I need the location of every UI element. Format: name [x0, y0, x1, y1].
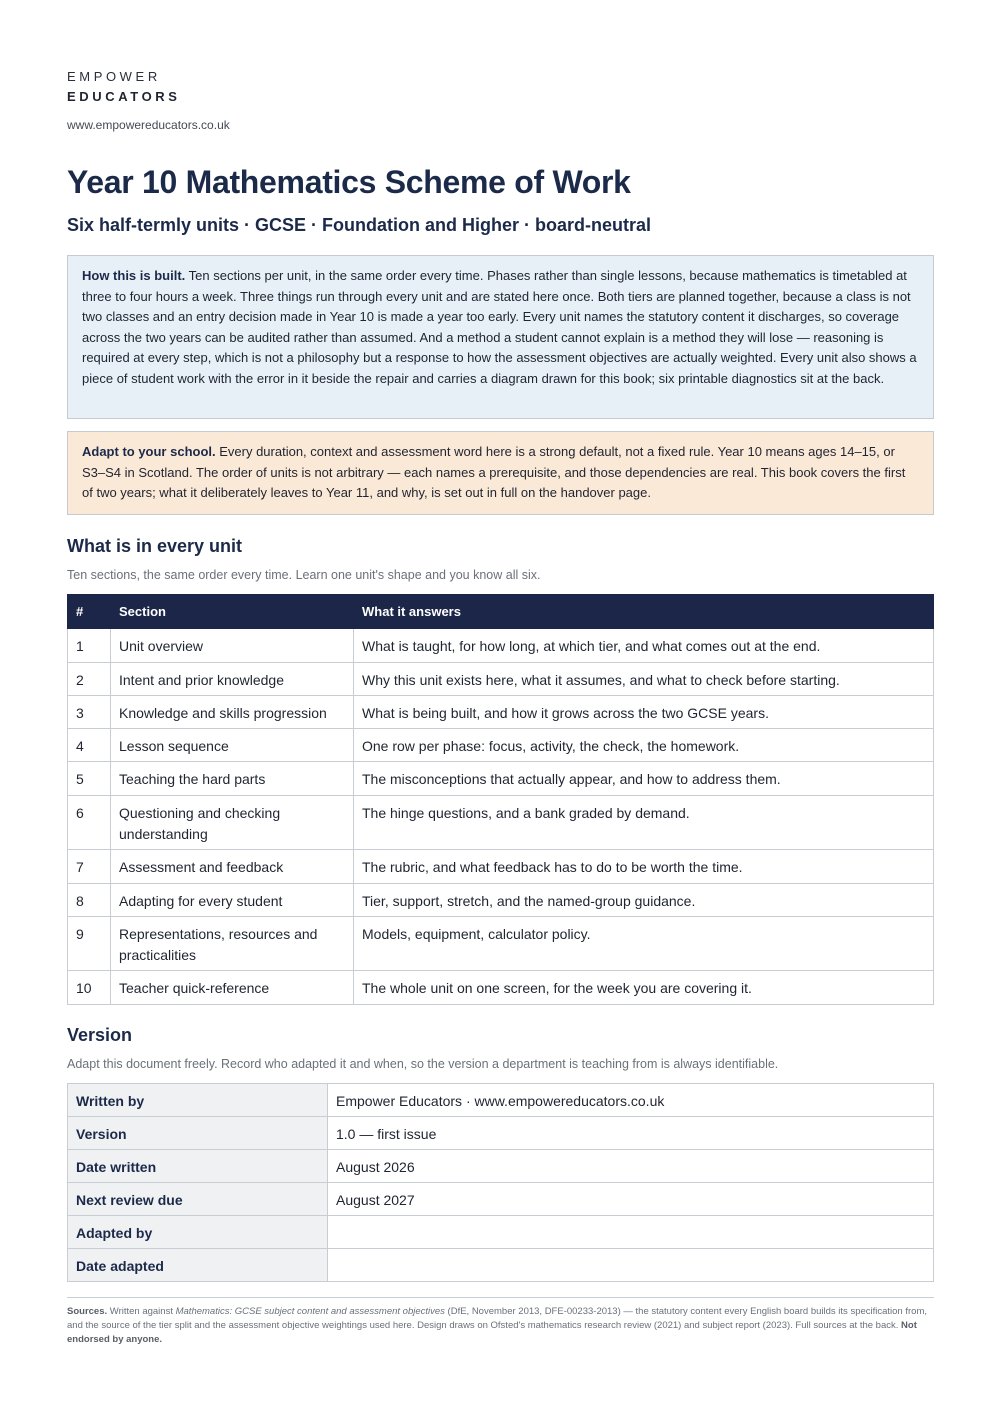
row-number: 8 [68, 884, 111, 917]
version-field-value: August 2026 [328, 1150, 934, 1183]
units-heading: What is in every unit [67, 536, 243, 556]
table-row [68, 762, 934, 796]
table-row [68, 917, 934, 971]
table-row [68, 884, 934, 917]
row-section: Intent and prior knowledge [111, 663, 354, 696]
adapt-callout [67, 431, 934, 515]
row-answer: The rubric, and what feedback has to do to be worth the time. [354, 850, 934, 884]
table-row [68, 971, 934, 1005]
sources-text-1: Written against [107, 1306, 176, 1317]
table-row [68, 629, 934, 663]
sources-footnote [67, 1305, 934, 1347]
table-row [68, 696, 934, 729]
version-field-value: 1.0 — first issue [328, 1117, 934, 1150]
footer-divider [67, 1297, 934, 1298]
table-row [68, 1117, 934, 1150]
row-answer: The misconceptions that actually appear, and how to address them. [354, 762, 934, 796]
how-built-callout [67, 255, 934, 419]
row-number: 2 [68, 663, 111, 696]
row-section: Representations, resources and practicalities [111, 917, 354, 971]
version-field-label: Next review due [68, 1183, 328, 1216]
row-section: Assessment and feedback [111, 850, 354, 884]
version-field-label: Adapted by [68, 1216, 328, 1249]
row-number: 5 [68, 762, 111, 796]
row-number: 3 [68, 696, 111, 729]
table-row [68, 1249, 934, 1282]
row-section: Unit overview [111, 629, 354, 663]
table-row [68, 1183, 934, 1216]
row-answer: The whole unit on one screen, for the week you are covering it. [354, 971, 934, 1005]
sources-lead: Sources. [67, 1306, 108, 1317]
table-row [68, 1150, 934, 1183]
adapt-lead: Adapt to your school. [82, 444, 216, 459]
table-row [68, 796, 934, 850]
brand-wordmark-bottom: EDUCATORS [67, 89, 181, 104]
row-section: Adapting for every student [111, 884, 354, 917]
version-field-value [328, 1249, 934, 1282]
units-table-header [68, 595, 934, 629]
column-header-number: # [68, 595, 111, 629]
table-row [68, 1084, 934, 1117]
table-row [68, 729, 934, 762]
row-answer: Models, equipment, calculator policy. [354, 917, 934, 971]
row-section: Teaching the hard parts [111, 762, 354, 796]
row-section: Lesson sequence [111, 729, 354, 762]
version-field-value: Empower Educators · www.empowereducators.co.uk [328, 1084, 934, 1117]
row-number: 7 [68, 850, 111, 884]
adapt-text: Every duration, context and assessment word here is a strong default, not a fixed rule. Year 10 means ages 14–15, or S3–S4 in Scotland. The order of units is not arbitrary — each names a prerequisite, and those dependencies are real. This book covers the first of two years; what it deliberately leaves to Year 11, and why, is set out in full on the handover page. [82, 444, 906, 500]
units-table [67, 594, 934, 1005]
sources-disclaimer: Not endorsed by anyone. [67, 1320, 917, 1345]
how-built-text: Ten sections per unit, in the same order every time. Phases rather than single lessons, because mathematics is timetabled at three to four hours a week. Three things run through every unit and are stated here once. Both tiers are planned together, because a class is not two classes and an entry decision made in Year 10 is made a year too early. Every unit names the statutory content it discharges, so coverage across the two years can be audited rather than assumed. And a method a student cannot explain is a method they will lose — reasoning is required at every step, which is not a philosophy but a response to how the assessment objectives are actually weighted. Every unit also shows a piece of student work with the error in it beside the repair and carries a diagram drawn for this book; six printable diagnostics sit at the back. [82, 268, 917, 386]
row-number: 9 [68, 917, 111, 971]
how-built-lead: How this is built. [82, 268, 186, 283]
brand-url: www.empowereducators.co.uk [67, 118, 230, 132]
row-section: Questioning and checking understanding [111, 796, 354, 850]
sources-text-2: (DfE, November 2013, DFE-00233-2013) — the statutory content every English board builds its specification from, and the source of the tier split and the assessment objective weightings used here. Design draws on Ofsted's mathematics research review (2021) and subject report (2023). Full sources at the back. [67, 1306, 927, 1331]
version-heading: Version [67, 1025, 133, 1045]
version-field-value [328, 1216, 934, 1249]
row-answer: One row per phase: focus, activity, the check, the homework. [354, 729, 934, 762]
column-header-answers: What it answers [354, 595, 934, 629]
table-row [68, 850, 934, 884]
page-subtitle: Six half-termly units · GCSE · Foundation and Higher · board-neutral [67, 215, 652, 235]
row-number: 6 [68, 796, 111, 850]
brand-wordmark-top: EMPOWER [67, 69, 161, 84]
table-row [68, 1216, 934, 1249]
row-number: 10 [68, 971, 111, 1005]
version-field-label: Date written [68, 1150, 328, 1183]
row-section: Teacher quick-reference [111, 971, 354, 1005]
row-answer: The hinge questions, and a bank graded by demand. [354, 796, 934, 850]
row-number: 4 [68, 729, 111, 762]
column-header-section: Section [111, 595, 354, 629]
row-answer: What is taught, for how long, at which tier, and what comes out at the end. [354, 629, 934, 663]
version-note: Adapt this document freely. Record who adapted it and when, so the version a department is teaching from is always identifiable. [67, 1057, 779, 1071]
sources-title: Mathematics: GCSE subject content and assessment objectives [175, 1306, 445, 1317]
row-number: 1 [68, 629, 111, 663]
version-field-label: Written by [68, 1084, 328, 1117]
row-section: Knowledge and skills progression [111, 696, 354, 729]
version-field-value: August 2027 [328, 1183, 934, 1216]
units-note: Ten sections, the same order every time. Learn one unit's shape and you know all six. [67, 568, 541, 582]
row-answer: Tier, support, stretch, and the named-group guidance. [354, 884, 934, 917]
version-field-label: Version [68, 1117, 328, 1150]
version-field-label: Date adapted [68, 1249, 328, 1282]
page-title: Year 10 Mathematics Scheme of Work [67, 164, 631, 200]
version-table [67, 1083, 934, 1282]
row-answer: What is being built, and how it grows across the two GCSE years. [354, 696, 934, 729]
row-answer: Why this unit exists here, what it assumes, and what to check before starting. [354, 663, 934, 696]
table-row [68, 663, 934, 696]
